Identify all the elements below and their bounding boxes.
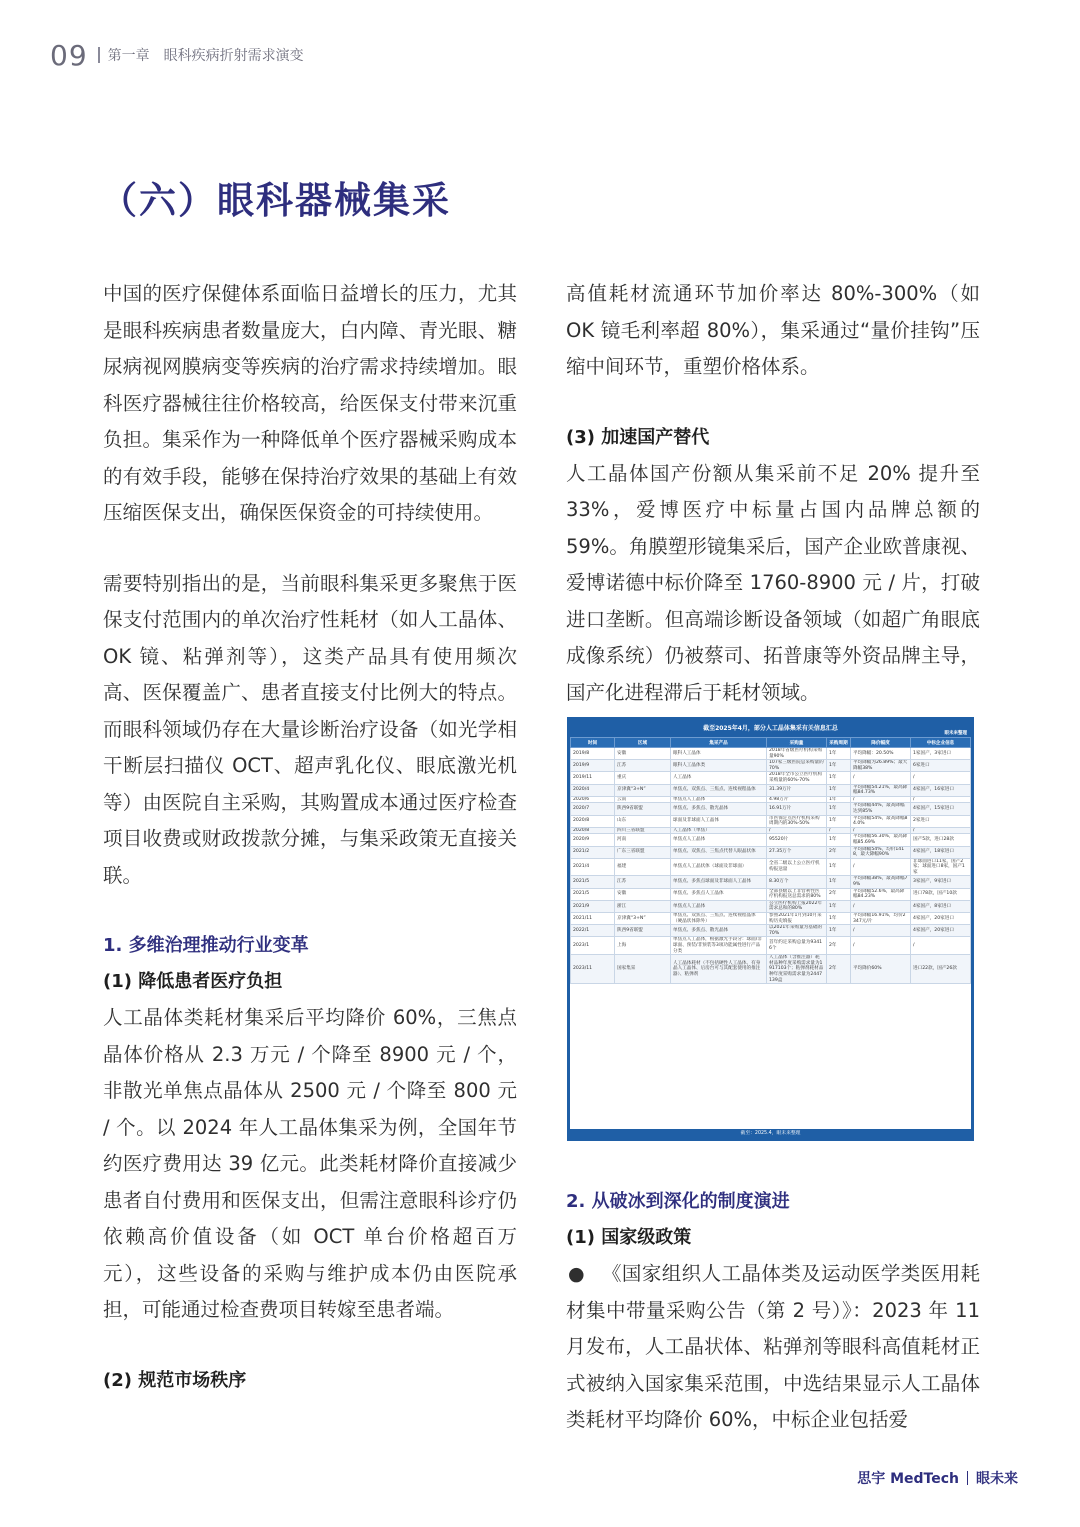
- table-cell: 陕西9省联盟: [615, 925, 671, 937]
- table-cell: 2022/1: [571, 925, 615, 937]
- bullet-dot: ●: [568, 1263, 585, 1285]
- table-cell: 山东: [615, 815, 671, 827]
- table-cell: 1年: [827, 815, 851, 827]
- heading-policy-evolution: 2. 从破冰到深化的制度演进: [566, 1191, 790, 1212]
- table-cell: 单焦点人工晶体: [671, 900, 767, 912]
- table-cell: 16.91万片: [767, 803, 827, 815]
- table-cell: 2年: [827, 846, 851, 858]
- table-cell: /: [851, 772, 911, 784]
- table-cell: 平均降幅：20.50%: [851, 748, 911, 760]
- table-cell: 上海: [615, 937, 671, 955]
- table-cell: 浙江: [615, 900, 671, 912]
- paragraph-national-policy: 《国家组织人工晶体类及运动医学类医用耗材集中带量采购公告（第 2 号）》：2023 年 11 月发布，人工晶状体、粘弹剂等眼科高值耗材正式被纳入国家集采范围，中选结果显示人工晶体类耗材平均降价 60%，中标企业包括爱: [566, 1262, 980, 1431]
- table-header-cell: 采购量: [767, 738, 827, 748]
- table-cell: 1年: [827, 796, 851, 803]
- table-cell: /: [851, 900, 911, 912]
- table-cell: /: [911, 772, 971, 784]
- table-cell: 单焦点、多焦点、散光晶体: [671, 803, 767, 815]
- table-cell: 4家国产，16家进口: [911, 784, 971, 796]
- table-row: [571, 913, 971, 925]
- table-cell: 2020/8: [571, 815, 615, 827]
- table-cell: 1年: [827, 913, 851, 925]
- table-cell: 人工晶体（含推注器）耗材品种年度采购需求量为1917103个；粘弹剂耗材品种年度采购需求量为2447139盒: [767, 955, 827, 984]
- table-cell: 107家三级医院总采购量的70%: [767, 760, 827, 772]
- table-cell: 平均降幅38%，最高降幅79%: [851, 876, 911, 888]
- subheading-domestic-substitution: (3) 加速国产替代: [566, 426, 710, 448]
- table-cell: 进口22款，国产26款: [911, 955, 971, 984]
- table-cell: 4.98万片: [767, 796, 827, 803]
- spacer: [103, 532, 517, 566]
- table-cell: 2年: [827, 955, 851, 984]
- table-cell: 4家国产，18家进口: [911, 846, 971, 858]
- table-row: [571, 772, 971, 784]
- table-header-cell: 采购周期: [827, 738, 851, 748]
- table-cell: 31.39万片: [767, 784, 827, 796]
- table-cell: /: [827, 827, 851, 834]
- table-cell: 2021/5: [571, 888, 615, 900]
- table-cell: /: [851, 937, 911, 955]
- table-header-row: [571, 738, 971, 748]
- table-cell: 2021/2: [571, 846, 615, 858]
- table-cell: 单焦点、多焦点球面及非球面人工晶体: [671, 876, 767, 888]
- table-cell: 单焦点人工晶体，根据激光手段分：球面/非球面、预装/非预装等3项功能属性进行产品分类: [671, 937, 767, 955]
- table-cell: 安徽: [615, 748, 671, 760]
- table-cell: 单焦点、双焦点、三焦点、连续视程晶体（硬晶状体除外）: [671, 913, 767, 925]
- table-cell: 国产5款，进口28款: [911, 834, 971, 846]
- table-cell: 平均降幅44%，最高降幅达到85%: [851, 803, 911, 815]
- table-row: [571, 796, 971, 803]
- page-header: [50, 38, 304, 72]
- table-header-cell: 降价幅度: [851, 738, 911, 748]
- table-cell: 进口78款，国产10款: [911, 888, 971, 900]
- table-cell: 平均降幅56.30%，最高降幅85.69%: [851, 834, 911, 846]
- page-number: 09: [50, 38, 88, 72]
- table-cell: 6家进口: [911, 760, 971, 772]
- table-cell: 3家国产，9家进口: [911, 876, 971, 888]
- chapter-title: 眼科疾病折射需求演变: [163, 48, 304, 64]
- table-cell: 首年约定采购总量为93416个: [767, 937, 827, 955]
- table-cell: /: [911, 796, 971, 803]
- chapter-label: 第一章: [107, 48, 150, 64]
- table-cell: 2023/1: [571, 937, 615, 955]
- table-row: [571, 748, 971, 760]
- table-cell: 单焦点、多焦点、散光晶体: [671, 925, 767, 937]
- table-cell: /: [911, 937, 971, 955]
- paragraph-market-order: 高值耗材流通环节加价率达 80%-300%（如 OK 镜毛利率超 80%），集采通过“量价挂钩”压缩中间环节，重塑价格体系。: [566, 282, 980, 378]
- table-cell: 2018年全市公立医疗机构采购量的60%-70%: [767, 772, 827, 784]
- table-row: [571, 760, 971, 772]
- table-cell: 福建: [615, 858, 671, 876]
- table-row: [571, 834, 971, 846]
- table-cell: 1年: [827, 772, 851, 784]
- subheading-market-order: (2) 规范市场秩序: [103, 1369, 247, 1391]
- table-cell: 安徽: [615, 888, 671, 900]
- table-cell: 球面及非球面人工晶体: [671, 815, 767, 827]
- table-cell: 以2021年采购量为基础的70%: [767, 925, 827, 937]
- table-cell: 1年: [827, 834, 851, 846]
- table-cell: /: [767, 827, 827, 834]
- table-cell: 平均降幅16.91%，均价2347元/片: [851, 913, 911, 925]
- bullet-text-block: [566, 1256, 980, 1439]
- table-cell: 平均降幅54.21%，最高降幅84.73%: [851, 784, 911, 796]
- table-row: [571, 815, 971, 827]
- table-cell: 95520片: [767, 834, 827, 846]
- table-row: [571, 888, 971, 900]
- table-row: [571, 876, 971, 888]
- table-cell: 非球面进口11家，国产2家；球面进口8家，国产1家: [911, 858, 971, 876]
- footer-partner: 眼未来: [976, 1471, 1018, 1487]
- table-cell: 平均降幅52.6%，最高降幅84.23%: [851, 888, 911, 900]
- table-cell: 2021/4: [571, 858, 615, 876]
- table-cell: 单焦点、双焦点、三焦点代替人眼晶状体: [671, 846, 767, 858]
- table-cell: 公立医疗机构上报2022年需求总和的80%: [767, 900, 827, 912]
- table-cell: 2家进口: [911, 815, 971, 827]
- table-cell: 陕西9省联盟: [615, 803, 671, 815]
- table-cell: 广东三省联盟: [615, 846, 671, 858]
- table-cell: 京津冀“3+N”: [615, 913, 671, 925]
- table-cell: 重庆: [615, 772, 671, 784]
- table-cell: 江苏: [615, 876, 671, 888]
- right-column: [566, 276, 980, 711]
- table-row: [571, 803, 971, 815]
- header-divider: [98, 47, 100, 63]
- table-cell: 平均降幅54%，最高降幅84.0%: [851, 815, 911, 827]
- table-cell: /: [911, 827, 971, 834]
- table-cell: 眼科人工晶体类: [671, 760, 767, 772]
- table-cell: 1年: [827, 760, 851, 772]
- table-cell: /: [851, 827, 911, 834]
- table-row: [571, 858, 971, 876]
- section-title: （六）眼科器械集采: [100, 179, 451, 222]
- footer-divider: [967, 1471, 968, 1485]
- table-cell: 2019/8: [571, 748, 615, 760]
- table-header-cell: 中标企业信息: [911, 738, 971, 748]
- table-cell: 江苏: [615, 760, 671, 772]
- table-cell: 27.35万个: [767, 846, 827, 858]
- table-cell: 2020/8: [571, 827, 615, 834]
- table-cell: 河南: [615, 834, 671, 846]
- table-source: 眼未来整理: [944, 731, 967, 736]
- table-cell: 单焦点人工晶体: [671, 796, 767, 803]
- table-cell: 2年: [827, 937, 851, 955]
- table-cell: 1年: [827, 858, 851, 876]
- spacer: [103, 1329, 517, 1363]
- table-cell: 2年: [827, 888, 851, 900]
- table-cell: 2021/9: [571, 900, 615, 912]
- table-cell: 2021/11: [571, 913, 615, 925]
- table-row: [571, 925, 971, 937]
- subheading-national-policy: (1) 国家级政策: [566, 1227, 692, 1248]
- table-row: [571, 827, 971, 834]
- table-title-bar: [570, 720, 971, 737]
- table-cell: 全省二级以上公立医疗机构报送量: [767, 858, 827, 876]
- page-footer: [857, 1468, 1018, 1488]
- table-cell: 1年: [827, 925, 851, 937]
- table-cell: 1年: [827, 803, 851, 815]
- table-header-cell: 区域: [615, 738, 671, 748]
- table-cell: 全部县级以上非营利性医疗机构报送总需求的80%: [767, 888, 827, 900]
- table-cell: 4家国产，20家进口: [911, 925, 971, 937]
- table-row: [571, 784, 971, 796]
- subheading-patient-burden: (1) 降低患者医疗负担: [103, 971, 283, 992]
- table-cell: 4家国产，15家进口: [911, 803, 971, 815]
- table-cell: 8.30万个: [767, 876, 827, 888]
- table-body: [571, 748, 971, 984]
- table-frame: [570, 720, 971, 1138]
- table-cell: 人工晶体（单焦）: [671, 827, 767, 834]
- procurement-table: [570, 737, 971, 984]
- table-row: [571, 955, 971, 984]
- table-cell: 平均降幅54%，均价1418，最大降幅90%: [851, 846, 911, 858]
- table-cell: 2021/5: [571, 876, 615, 888]
- paragraph-scope: 需要特别指出的是，当前眼科集采更多聚焦于医保支付范围内的单次治疗性耗材（如人工晶体、OK 镜、粘弹剂等），这类产品具有使用频次高、医保覆盖广、患者直接支付比例大的特点。而眼科领域仍存在大量诊断治疗设备（如光学相干断层扫描仪 OCT、超声乳化仪、眼底激光机等）由医院自主采购，其购置成本通过医疗检查项目收费或财政拨款分摊，与集采政策无直接关联。: [103, 571, 517, 887]
- table-title: 截至2025年4月，部分人工晶体集采有关信息汇总: [703, 725, 838, 732]
- table-cell: 京津冀“3+N”: [615, 784, 671, 796]
- table-cell: 单焦点、双焦点、三焦点、连续视程晶体: [671, 784, 767, 796]
- table-cell: 1年: [827, 784, 851, 796]
- table-row: [571, 900, 971, 912]
- spacer: [566, 386, 980, 420]
- table-cell: 人工晶体耗材（不包括硬性人工晶体、有身晶人工晶体、后房台可与其配套使用的推注器）、粘弹剂: [671, 955, 767, 984]
- table-cell: 单焦点人工晶体: [671, 834, 767, 846]
- table-cell: 4家国产，8家进口: [911, 900, 971, 912]
- paragraph-intro: 中国的医疗保健体系面临日益增长的压力，尤其是眼科疾病患者数量庞大，白内障、青光眼、糖尿病视网膜病变等疾病的治疗需求持续增加。眼科医疗器械往往价格较高，给医保支付带来沉重负担。集采作为一种降低单个医疗器械采购成本的有效手段，能够在保持治疗效果的基础上有效压缩医保支出，确保医保资金的可持续使用。: [103, 282, 517, 524]
- table-cell: 单焦点人工晶状体（球面及非球面）: [671, 858, 767, 876]
- table-cell: 2018年省级医疗机构采购量90%: [767, 748, 827, 760]
- table-cell: 市医保定点医疗机构采购周期内的30%-50%: [767, 815, 827, 827]
- table-cell: 1家国产，3家进口: [911, 748, 971, 760]
- spacer: [103, 894, 517, 928]
- left-column: [103, 276, 517, 1399]
- paragraph-patient-burden: 人工晶体类耗材集采后平均降价 60%，三焦点晶体价格从 2.3 万元 / 个降至 8900 元 / 个，非散光单焦点晶体从 2500 元 / 个降至 800 元 / 个。以 2024 年人工晶体集采为例，全国年节约医疗费用达 39 亿元。此类耗材降价直接减少患者自付费用和医保支出，但需注意眼科诊疗仍依赖高价值设备（如 OCT 单台价格超百万元），这些设备的采购与维护成本仍由医院承担，可能通过检查费项目转嫁至患者端。: [103, 1006, 517, 1321]
- table-cell: /: [851, 858, 911, 876]
- table-cell: 1年: [827, 876, 851, 888]
- table-cell: 单焦点、多焦点人工晶体: [671, 888, 767, 900]
- table-cell: 1年: [827, 900, 851, 912]
- table-cell: 2020/9: [571, 834, 615, 846]
- table-cell: 2020/7: [571, 803, 615, 815]
- heading-governance: 1. 多维治理推动行业变革: [103, 935, 309, 956]
- table-cell: 4家国产，20家进口: [911, 913, 971, 925]
- table-cell: 2019/11: [571, 772, 615, 784]
- footer-brand: 思宇 MedTech: [857, 1471, 959, 1487]
- paragraph-domestic-substitution: 人工晶体国产份额从集采前不足 20% 提升至 33%，爱博医疗中标量占国内品牌总额的 59%。角膜塑形镜集采后，国产企业欧普康视、爱博诺德中标价降至 1760-8900 元 / 片，打破进口垄断。但高端诊断设备领域（如超广角眼底成像系统）仍被蔡司、拓普康等外资品牌主导，国产化进程滞后于耗材领域。: [566, 461, 980, 704]
- table-cell: 2020/6: [571, 796, 615, 803]
- table-cell: 平均降幅为26.89%；最大降幅38%: [851, 760, 911, 772]
- table-cell: 平均降价60%: [851, 955, 911, 984]
- table-header-cell: 集采产品: [671, 738, 767, 748]
- table-cell: 四川三省联盟: [615, 827, 671, 834]
- table-cell: /: [851, 925, 911, 937]
- table-cell: 云南: [615, 796, 671, 803]
- table-row: [571, 937, 971, 955]
- table-cell: 1年: [827, 748, 851, 760]
- table-cell: 参照2021年1月到10月采购历史填报: [767, 913, 827, 925]
- table-row: [571, 846, 971, 858]
- table-header-cell: 时间: [571, 738, 615, 748]
- table-cell: 人工晶体: [671, 772, 767, 784]
- table-cell: 2023/11: [571, 955, 615, 984]
- table-cell: 2020/4: [571, 784, 615, 796]
- table-cell: 2019/9: [571, 760, 615, 772]
- table-cell: 眼科人工晶体: [671, 748, 767, 760]
- table-cell: /: [851, 796, 911, 803]
- procurement-table-figure: [567, 717, 974, 1141]
- table-footer: 截至：2025.4，眼未来整理: [570, 1129, 971, 1138]
- table-cell: 国家集采: [615, 955, 671, 984]
